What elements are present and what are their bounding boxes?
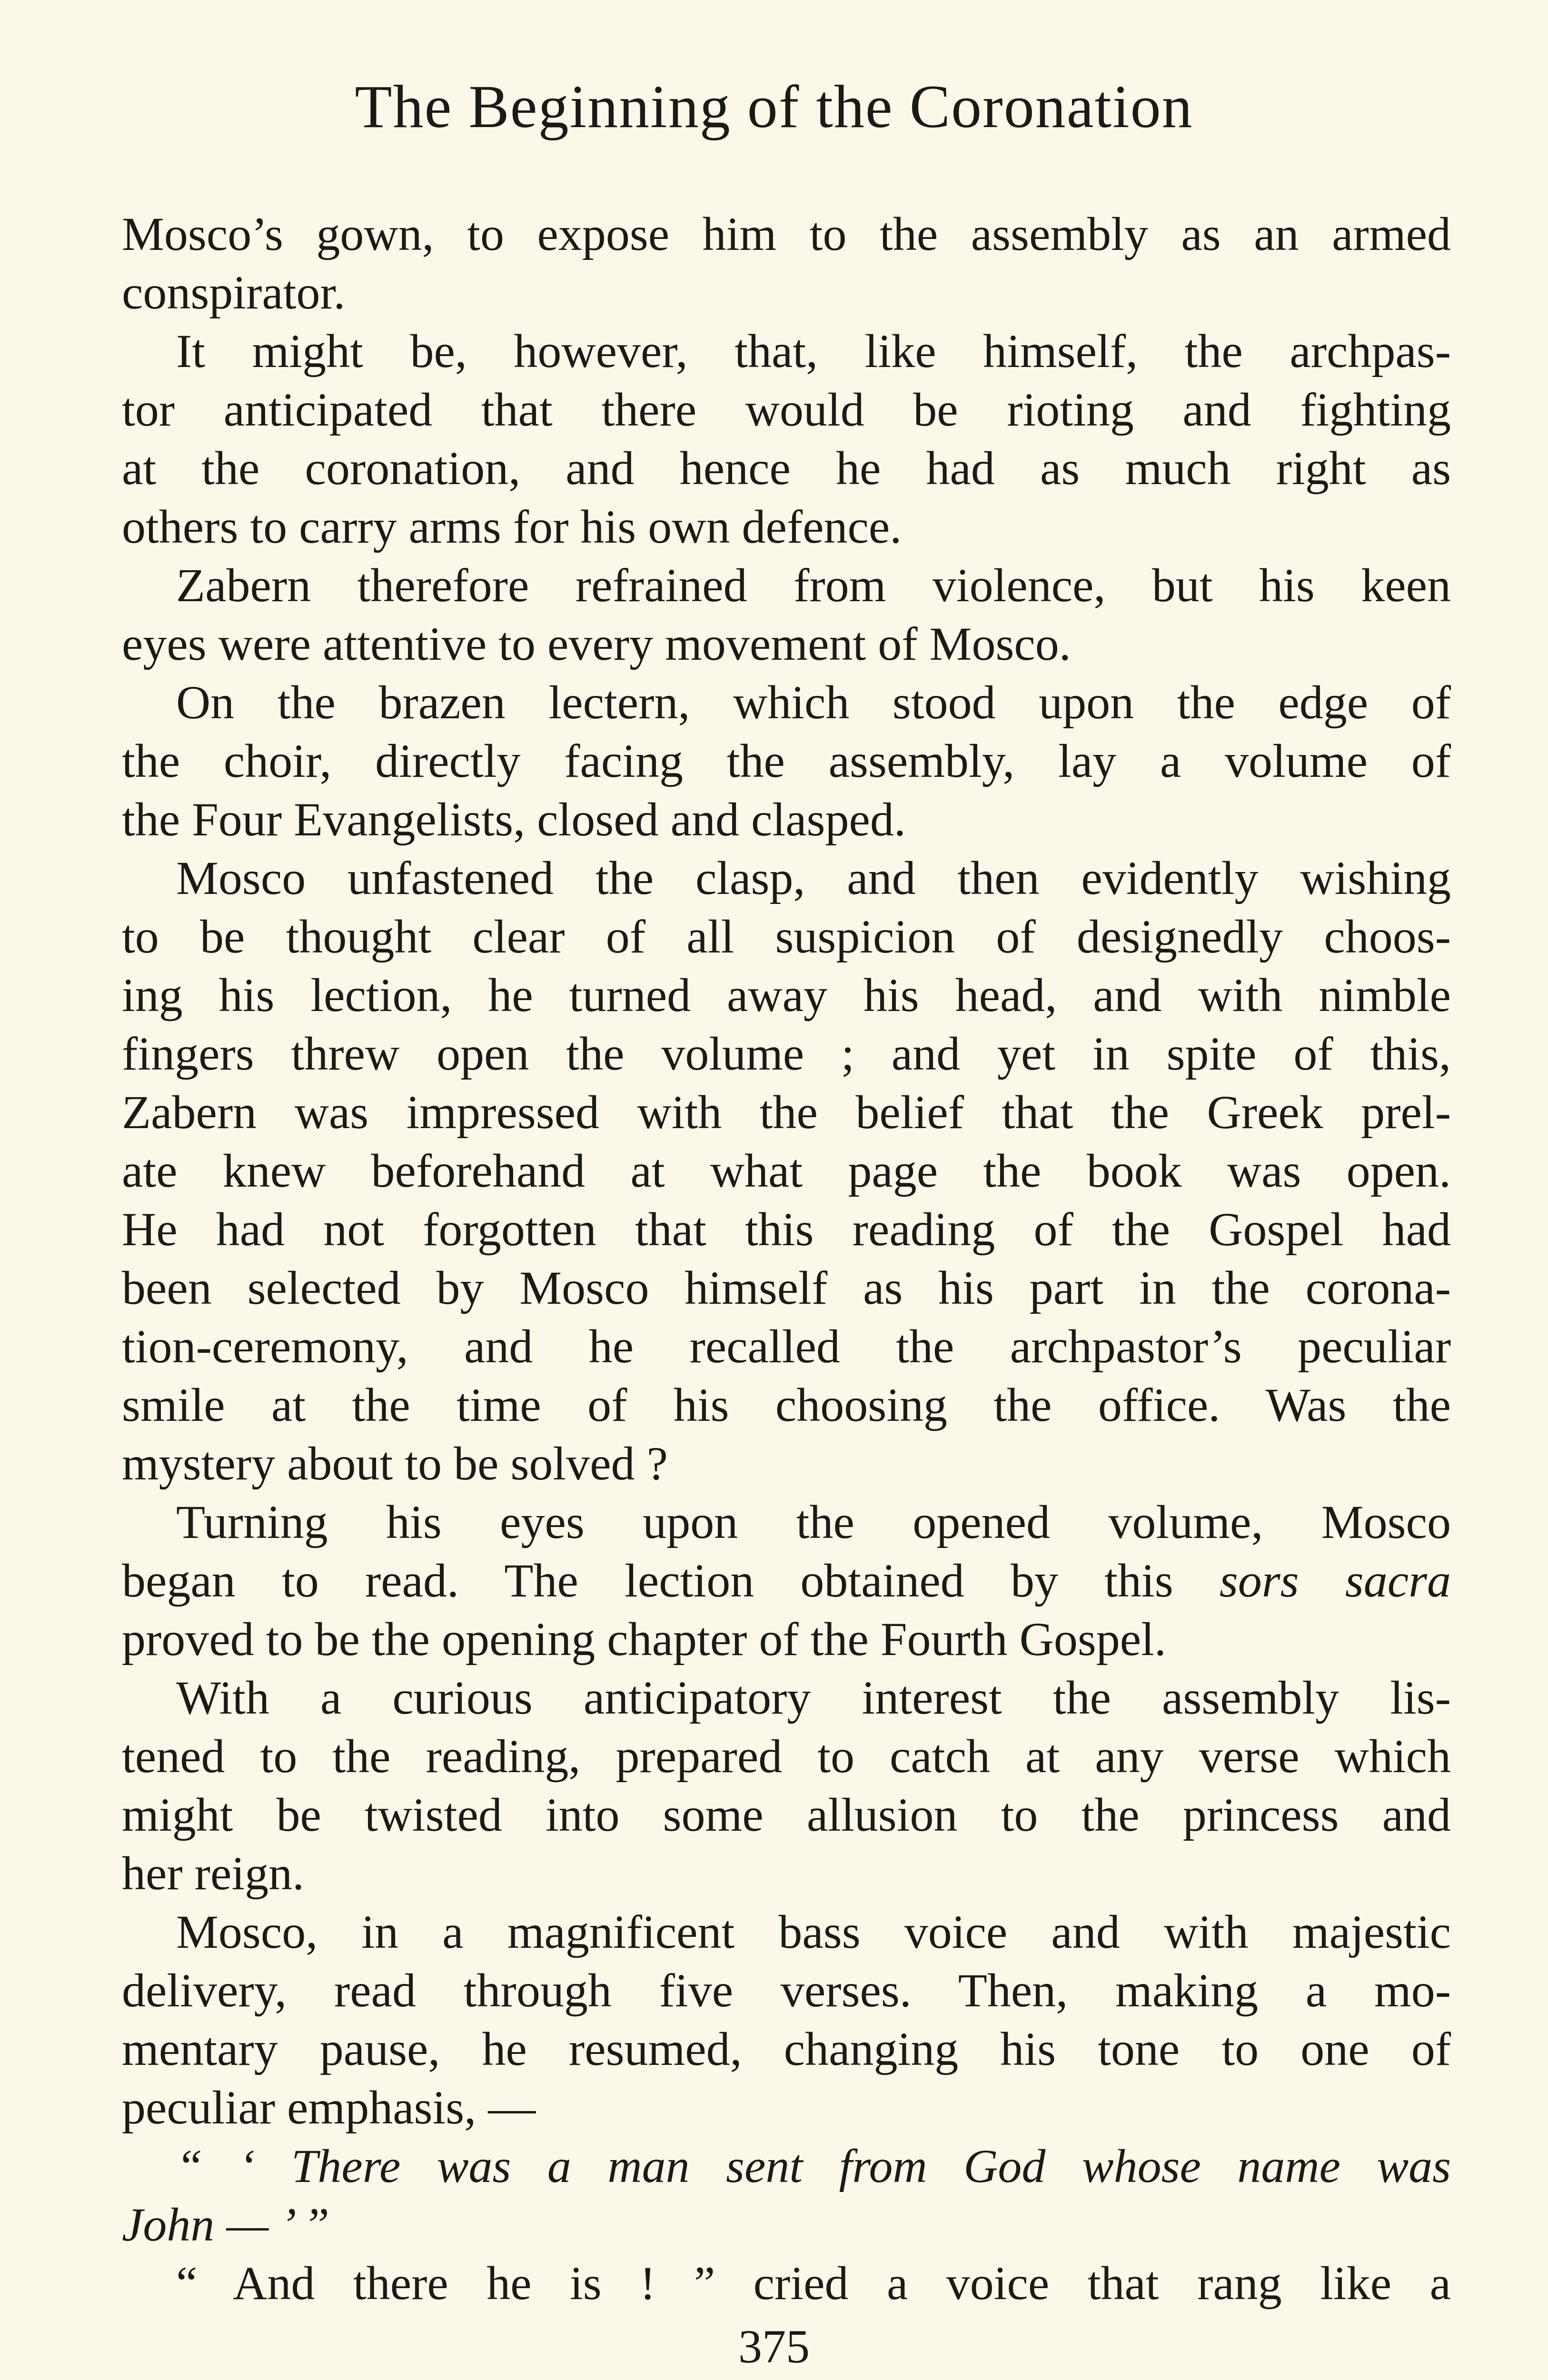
text-line: delivery, read through five verses. Then, making a mo- [122,1964,1451,2017]
text-line: eyes were attentive to every movement of Mosco. [122,617,1071,670]
italic-phrase: sors sacra [1219,1554,1451,1607]
text-line: Mosco, in a magnificent bass voice and with majestic [176,1905,1451,1958]
text-line: her reign. [122,1847,305,1900]
text-line: the choir, directly facing the assembly, lay a volume of [122,734,1451,787]
text-line: Turning his eyes upon the opened volume, Mosco [176,1496,1451,1548]
page-number: 375 [738,2320,810,2373]
text-line: Mosco’s gown, to expose him to the assembly as an armed [122,208,1451,260]
text-line: began to read. The lection obtained by this sors sacra [122,1554,1451,1607]
text-line: mystery about to be solved ? [122,1437,668,1490]
text-line: Zabern therefore refrained from violence, but his keen [176,559,1451,612]
text-line: to be thought clear of all suspicion of designedly choos- [122,910,1451,963]
text-line: It might be, however, that, like himself, the archpas- [176,325,1451,377]
text-line: at the coronation, and hence he had as much right as [122,442,1451,495]
text-line: He had not forgotten that this reading of the Gospel had [122,1203,1451,1256]
text-line: proved to be the opening chapter of the Fourth Gospel. [122,1613,1166,1666]
text-line: might be twisted into some allusion to the princess and [122,1788,1451,1841]
text-line: smile at the time of his choosing the office. Was the [122,1378,1451,1431]
text-line: “ ‘ There was a man sent from God whose name was [176,2140,1451,2192]
text-line: John — ’ ” [122,2198,330,2251]
text-line: peculiar emphasis, — [122,2081,536,2134]
text-line: tion-ceremony, and he recalled the archpastor’s peculiar [122,1320,1451,1373]
text-line: Zabern was impressed with the belief that the Greek prel- [122,1086,1451,1139]
text-line: fingers threw open the volume ; and yet in spite of this, [122,1027,1451,1080]
text-line: Mosco unfastened the clasp, and then evidently wishing [176,852,1451,904]
text-line: the Four Evangelists, closed and clasped. [122,793,906,846]
text-line: tor anticipated that there would be rioting and fighting [122,383,1451,436]
running-head-title: The Beginning of the Coronation [355,73,1193,140]
text-line: tened to the reading, prepared to catch at any verse which [122,1730,1451,1783]
body-text [122,205,1451,2312]
text-line: mentary pause, he resumed, changing his tone to one of [122,2023,1451,2075]
text-line: On the brazen lectern, which stood upon the edge of [176,676,1451,729]
text-line: ate knew beforehand at what page the book was open. [122,1144,1451,1197]
text-line: “ And there he is ! ” cried a voice that rang like a [176,2257,1451,2310]
text-line: conspirator. [122,266,346,319]
text-line: ing his lection, he turned away his head, and with nimble [122,969,1451,1021]
text-line: With a curious anticipatory interest the assembly lis- [176,1671,1451,1724]
text-line: been selected by Mosco himself as his part in the corona- [122,1261,1451,1314]
text-line: others to carry arms for his own defence. [122,500,902,553]
